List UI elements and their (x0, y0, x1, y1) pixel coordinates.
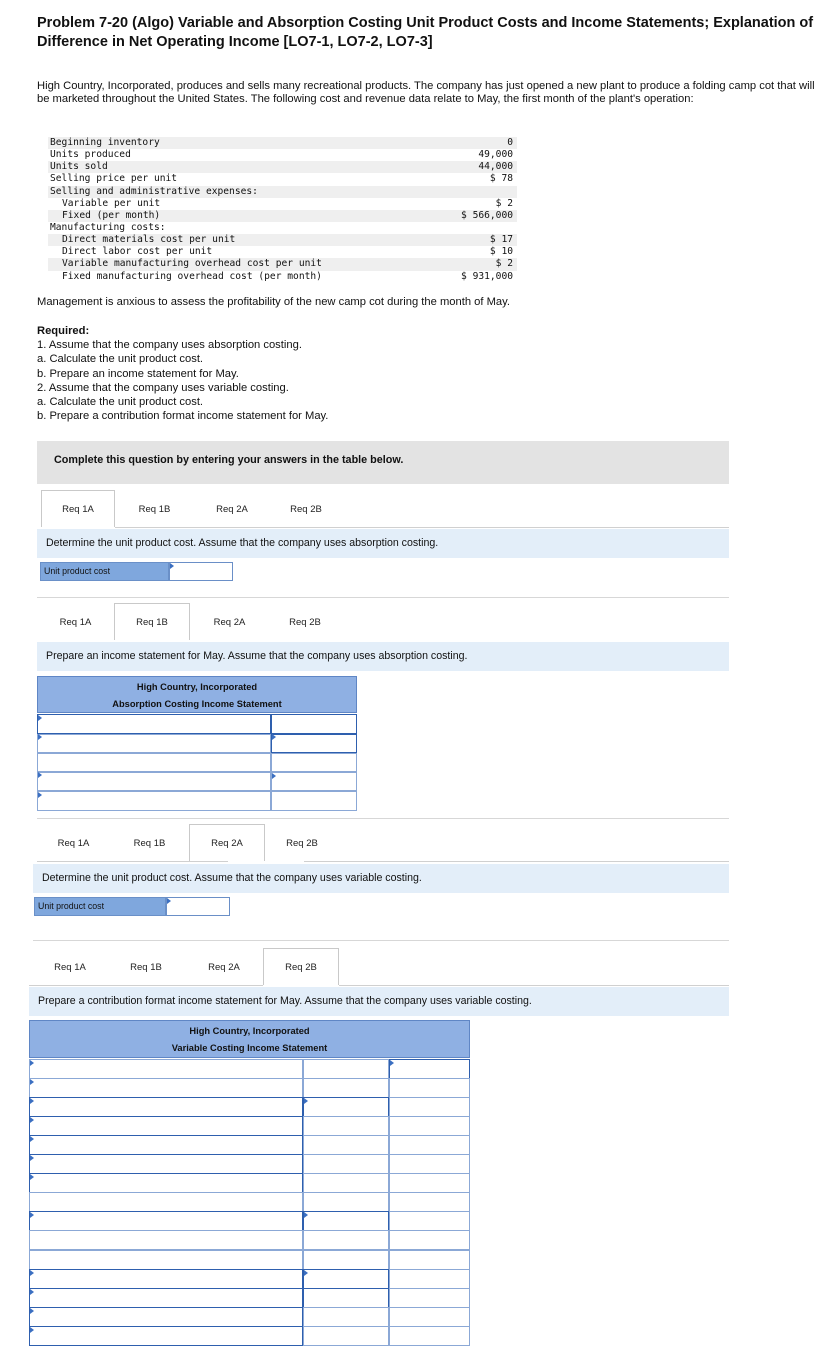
data-row: Selling and administrative expenses: (48, 186, 517, 198)
tab-req-1a[interactable]: Req 1A (33, 948, 107, 985)
statement-label-input[interactable] (29, 1116, 303, 1136)
cost-data-table (48, 137, 517, 283)
input-marker-icon (30, 1212, 34, 1218)
input-marker-icon (30, 1117, 34, 1123)
section-divider (37, 818, 729, 819)
tab-req-1a[interactable]: Req 1A (41, 490, 115, 527)
statement-amount-input[interactable] (389, 1288, 470, 1308)
statement-amount-input[interactable] (303, 1135, 389, 1155)
tab-bar (33, 948, 339, 985)
input-marker-icon (304, 1270, 308, 1276)
statement-amount-input[interactable] (271, 791, 357, 811)
tab-bar (37, 824, 339, 861)
data-row: Fixed (per month) $ 566,000 (48, 210, 517, 222)
statement-amount-input[interactable] (303, 1211, 389, 1231)
input-marker-icon (38, 772, 42, 778)
statement-amount-input[interactable] (389, 1307, 470, 1327)
statement-label-input[interactable] (29, 1230, 303, 1250)
unit-product-cost-input[interactable] (166, 897, 230, 916)
input-marker-icon (170, 563, 174, 569)
statement-amount-input[interactable] (303, 1059, 389, 1079)
input-marker-icon (30, 1155, 34, 1161)
statement-amount-input[interactable] (389, 1211, 470, 1231)
section-divider (33, 940, 729, 941)
tab-req-1b[interactable]: Req 1B (107, 948, 185, 985)
input-marker-icon (30, 1098, 34, 1104)
tab-divider (304, 861, 729, 862)
statement-title: Absorption Costing Income Statement (112, 699, 282, 709)
data-row: Beginning inventory 0 (48, 137, 517, 149)
tab-req-2b[interactable]: Req 2B (269, 603, 341, 640)
required-list: Required: 1. Assume that the company uses absorption costing. a. Calculate the unit product cost. b. Prepare an income statement for May. 2. Assume that the company uses variable costing. a. Calculate the unit product cost. b. Prepare a contribution format income statement for May. (37, 325, 329, 423)
req2a-instruction: Determine the unit product cost. Assume that the company uses variable costing. (33, 864, 729, 893)
req1b-instruction: Prepare an income statement for May. Assume that the company uses absorption costing. (37, 642, 729, 671)
statement-amount-input[interactable] (303, 1269, 389, 1289)
tab-divider (115, 527, 729, 528)
tab-req-1b[interactable]: Req 1B (115, 490, 194, 527)
statement-label-input[interactable] (29, 1154, 303, 1174)
req2b-instruction: Prepare a contribution format income statement for May. Assume that the company uses variable costing. (29, 987, 729, 1016)
tab-req-1a[interactable]: Req 1A (37, 603, 114, 640)
input-marker-icon (30, 1060, 34, 1066)
absorption-statement-header (37, 676, 357, 713)
tab-divider (37, 861, 228, 862)
data-row: Direct materials cost per unit $ 17 (48, 234, 517, 246)
statement-label-input[interactable] (37, 714, 271, 734)
statement-amount-input[interactable] (389, 1154, 470, 1174)
data-row: Selling price per unit $ 78 (50, 173, 513, 185)
input-marker-icon (167, 898, 171, 904)
input-marker-icon (272, 773, 276, 779)
data-row: Variable manufacturing overhead cost per unit $ 2 (48, 258, 517, 270)
statement-amount-input[interactable] (389, 1173, 470, 1193)
data-row: Manufacturing costs: (50, 221, 166, 233)
statement-label-input[interactable] (29, 1173, 303, 1193)
problem-title: Problem 7-20 (Algo) Variable and Absorption Costing Unit Product Costs and Income Statements; Explanation of Difference in Net Operating Income [LO7-1, LO7-2, LO7-3] (37, 15, 814, 50)
input-marker-icon (30, 1308, 34, 1314)
statement-label-input[interactable] (29, 1326, 303, 1346)
statement-amount-input[interactable] (303, 1288, 389, 1308)
tab-req-2a[interactable]: Req 2A (190, 603, 269, 640)
tab-req-2b[interactable]: Req 2B (265, 824, 339, 861)
tab-divider (339, 985, 729, 986)
input-marker-icon (30, 1136, 34, 1142)
input-marker-icon (30, 1327, 34, 1333)
data-row: Units produced 49,000 (50, 149, 513, 161)
unit-product-cost-input[interactable] (169, 562, 233, 581)
statement-amount-input[interactable] (389, 1135, 470, 1155)
input-marker-icon (304, 1098, 308, 1104)
data-row: Fixed manufacturing overhead cost (per month) $ 931,000 (62, 270, 513, 282)
tab-req-2a[interactable]: Req 2A (185, 948, 263, 985)
statement-amount-input[interactable] (303, 1326, 389, 1346)
input-marker-icon (30, 1174, 34, 1180)
tab-req-2a[interactable]: Req 2A (194, 490, 270, 527)
statement-label-input[interactable] (37, 772, 271, 791)
variable-statement-header (29, 1020, 470, 1058)
input-marker-icon (38, 715, 42, 721)
statement-label-input[interactable] (37, 791, 271, 811)
tab-req-2b[interactable]: Req 2B (263, 948, 339, 985)
statement-amount-input[interactable] (303, 1230, 389, 1250)
statement-spacer-cell (271, 753, 357, 772)
statement-label-input[interactable] (29, 1307, 303, 1327)
company-name: High Country, Incorporated (189, 1026, 310, 1036)
input-marker-icon (38, 792, 42, 798)
statement-label-input[interactable] (29, 1269, 303, 1289)
data-row: Direct labor cost per unit $ 10 (62, 246, 513, 258)
statement-amount-input[interactable] (271, 772, 357, 791)
statement-label-input[interactable] (29, 1135, 303, 1155)
statement-amount-input[interactable] (303, 1078, 389, 1098)
statement-amount-input[interactable] (389, 1116, 470, 1136)
input-marker-icon (30, 1289, 34, 1295)
instructions-banner: Complete this question by entering your answers in the table below. (37, 441, 729, 484)
unit-product-cost-label: Unit product cost (40, 562, 169, 581)
tab-req-1b[interactable]: Req 1B (110, 824, 189, 861)
unit-product-cost-label: Unit product cost (34, 897, 166, 916)
statement-amount-input[interactable] (389, 1097, 470, 1117)
statement-amount-input[interactable] (389, 1269, 470, 1289)
req1a-instruction: Determine the unit product cost. Assume that the company uses absorption costing. (37, 529, 729, 558)
tab-bar (37, 603, 341, 640)
data-row: Units sold 44,000 (48, 161, 517, 173)
company-name: High Country, Incorporated (136, 682, 258, 692)
data-row: Variable per unit $ 2 (62, 197, 513, 209)
section-divider (37, 597, 729, 598)
statement-label-input[interactable] (29, 1250, 303, 1270)
statement-label-input[interactable] (29, 1059, 303, 1079)
input-marker-icon (272, 734, 276, 740)
statement-spacer-cell (37, 753, 271, 772)
tab-req-2b[interactable]: Req 2B (270, 490, 342, 527)
input-marker-icon (30, 1270, 34, 1276)
statement-amount-input[interactable] (389, 1078, 470, 1098)
statement-amount-input[interactable] (303, 1173, 389, 1193)
tab-req-1a[interactable]: Req 1A (37, 824, 110, 861)
problem-intro: High Country, Incorporated, produces and sells many recreational products. The company has just opened a new plant to produce a folding camp cot that will be marketed throughout the United States. The following cost and revenue data relate to May, the first month of the plant's operation: (37, 80, 815, 106)
statement-amount-input[interactable] (389, 1192, 470, 1212)
statement-amount-input[interactable] (303, 1154, 389, 1174)
statement-amount-input[interactable] (303, 1307, 389, 1327)
statement-amount-input[interactable] (303, 1192, 389, 1212)
input-marker-icon (38, 734, 42, 740)
statement-label-input[interactable] (37, 734, 271, 753)
input-marker-icon (304, 1212, 308, 1218)
statement-amount-input[interactable] (389, 1326, 470, 1346)
statement-amount-input[interactable] (303, 1097, 389, 1117)
tab-req-1b[interactable]: Req 1B (114, 603, 190, 640)
statement-label-input[interactable] (29, 1211, 303, 1231)
statement-label-input[interactable] (29, 1097, 303, 1117)
statement-amount-input[interactable] (389, 1059, 470, 1079)
tab-req-2a[interactable]: Req 2A (189, 824, 265, 861)
statement-amount-input[interactable] (389, 1230, 470, 1250)
statement-label-input[interactable] (29, 1192, 303, 1212)
tab-divider (29, 985, 263, 986)
statement-title: Variable Costing Income Statement (171, 1043, 328, 1053)
statement-amount-input[interactable] (389, 1250, 470, 1270)
statement-amount-input[interactable] (303, 1116, 389, 1136)
input-marker-icon (30, 1079, 34, 1085)
statement-amount-input[interactable] (271, 714, 357, 734)
input-marker-icon (390, 1060, 394, 1066)
management-text: Management is anxious to assess the profitability of the new camp cot during the month of May. (37, 296, 511, 308)
tab-bar (41, 490, 342, 527)
statement-label-input[interactable] (29, 1288, 303, 1308)
statement-amount-input[interactable] (303, 1250, 389, 1270)
statement-amount-input[interactable] (271, 734, 357, 753)
statement-label-input[interactable] (29, 1078, 303, 1098)
